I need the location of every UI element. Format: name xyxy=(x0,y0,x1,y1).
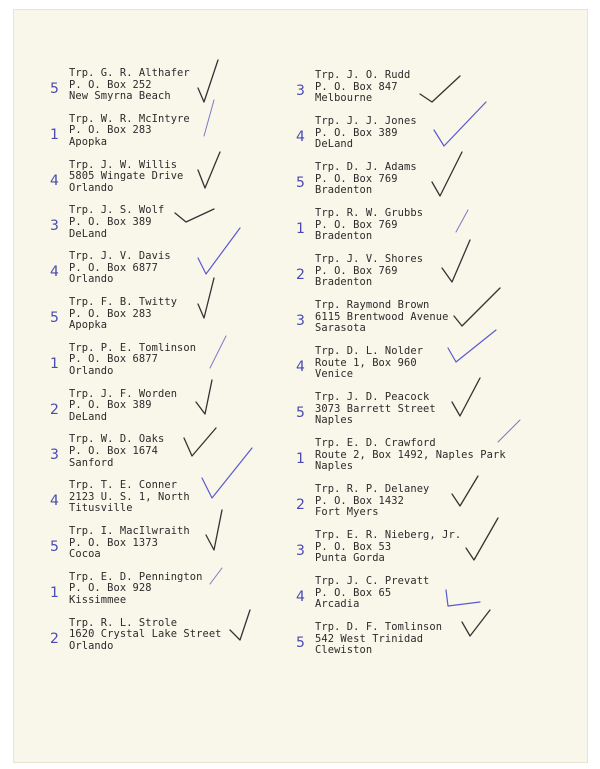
street-address: 6115 Brentwood Avenue xyxy=(315,310,449,323)
city: Orlando xyxy=(69,639,114,652)
trooper-name: Trp. W. R. McIntyre xyxy=(69,112,190,125)
trooper-name: Trp. J. V. Davis xyxy=(69,250,171,263)
address-entry xyxy=(315,484,429,519)
address-entry xyxy=(69,114,190,149)
trooper-name: Trp. D. L. Nolder xyxy=(315,345,424,357)
city: Bradenton xyxy=(315,230,373,243)
pencil-number-mark: 2 xyxy=(296,497,305,513)
street-address: Route 2, Box 1492, Naples Park xyxy=(315,448,506,461)
address-entry xyxy=(315,622,442,657)
pencil-number-mark: 1 xyxy=(296,221,305,237)
address-entry xyxy=(315,300,448,335)
street-address: 1620 Crystal Lake Street xyxy=(69,628,222,641)
street-address: P. O. Box 53 xyxy=(315,540,392,553)
city: Melbourne xyxy=(315,92,373,105)
pencil-number-mark: 1 xyxy=(50,126,59,143)
city: Venice xyxy=(315,368,354,381)
address-entry xyxy=(69,251,171,286)
trooper-name: Trp. E. R. Nieberg, Jr. xyxy=(315,529,462,541)
street-address: P. O. Box 252 xyxy=(69,78,152,91)
city: New Smyrna Beach xyxy=(69,90,171,103)
pencil-number-mark: 2 xyxy=(296,267,305,283)
pencil-number-mark: 3 xyxy=(50,218,59,235)
city: Sanford xyxy=(69,456,114,469)
address-entry xyxy=(315,208,423,243)
trooper-name: Trp. R. P. Delaney xyxy=(315,483,430,495)
city: Orlando xyxy=(69,181,114,194)
street-address: P. O. Box 283 xyxy=(69,124,152,137)
trooper-name: Trp. R. W. Grubbs xyxy=(315,207,424,219)
address-entry xyxy=(315,162,417,197)
city: Arcadia xyxy=(315,598,360,611)
city: Cocoa xyxy=(69,548,101,561)
city: DeLand xyxy=(69,410,108,423)
pencil-number-mark: 2 xyxy=(50,630,59,647)
address-entry xyxy=(315,530,461,565)
city: Bradenton xyxy=(315,184,373,197)
address-entry xyxy=(315,392,436,427)
street-address: P. O. Box 1432 xyxy=(315,494,404,507)
pencil-number-mark: 1 xyxy=(50,355,59,372)
pencil-number-mark: 5 xyxy=(296,175,305,191)
city: Kissimmee xyxy=(69,593,127,606)
address-entry xyxy=(69,297,177,332)
pencil-number-mark: 3 xyxy=(296,543,305,559)
street-address: P. O. Box 1373 xyxy=(69,536,158,549)
city: Apopka xyxy=(69,319,108,332)
trooper-name: Trp. J. V. Shores xyxy=(315,253,424,265)
trooper-name: Trp. I. MacIlwraith xyxy=(69,525,190,537)
pencil-number-mark: 4 xyxy=(50,264,59,281)
street-address: P. O. Box 928 xyxy=(69,582,152,595)
trooper-name: Trp. W. D. Oaks xyxy=(69,433,165,446)
city: Apopka xyxy=(69,135,108,148)
city: Titusville xyxy=(69,502,133,515)
trooper-name: Trp. F. B. Twitty xyxy=(69,296,178,308)
street-address: Route 1, Box 960 xyxy=(315,356,417,369)
city: DeLand xyxy=(315,138,354,151)
street-address: P. O. Box 283 xyxy=(69,307,152,320)
trooper-name: Trp. D. F. Tomlinson xyxy=(315,621,443,633)
trooper-name: Trp. P. E. Tomlinson xyxy=(69,341,197,354)
street-address: 5805 Wingate Drive xyxy=(69,170,184,183)
street-address: 3073 Barrett Street xyxy=(315,402,436,415)
pencil-number-mark: 1 xyxy=(50,584,59,601)
trooper-name: Trp. J. F. Worden xyxy=(69,387,178,400)
trooper-name: Trp. J. W. Willis xyxy=(69,158,178,171)
address-entry xyxy=(69,618,222,653)
street-address: P. O. Box 847 xyxy=(315,80,398,93)
address-entry xyxy=(69,526,190,561)
street-address: P. O. Box 65 xyxy=(315,586,392,599)
city: Bradenton xyxy=(315,276,373,289)
trooper-name: Trp. J. J. Jones xyxy=(315,115,417,127)
street-address: P. O. Box 769 xyxy=(315,172,398,185)
city: Clewiston xyxy=(315,644,373,657)
street-address: P. O. Box 389 xyxy=(69,215,152,228)
city: Punta Gorda xyxy=(315,552,385,565)
trooper-name: Trp. J. S. Wolf xyxy=(69,204,165,217)
address-entry xyxy=(69,160,183,195)
trooper-name: Trp. J. D. Peacock xyxy=(315,391,430,403)
address-entry xyxy=(315,576,429,611)
address-entry xyxy=(69,205,164,240)
trooper-name: Trp. D. J. Adams xyxy=(315,161,417,173)
city: DeLand xyxy=(69,227,108,240)
pencil-number-mark: 5 xyxy=(50,310,59,326)
pencil-number-mark: 3 xyxy=(50,447,59,464)
pencil-number-mark: 5 xyxy=(296,635,305,651)
address-entry xyxy=(315,116,417,151)
trooper-name: Trp. J. O. Rudd xyxy=(315,69,411,81)
trooper-name: Trp. G. R. Althafer xyxy=(69,67,190,79)
street-address: 2123 U. S. 1, North xyxy=(69,490,190,503)
trooper-name: Trp. E. D. Crawford xyxy=(315,437,436,449)
city: Naples xyxy=(315,414,354,427)
address-entry xyxy=(69,68,190,103)
address-entry xyxy=(69,389,177,424)
street-address: P. O. Box 769 xyxy=(315,264,398,277)
pencil-number-mark: 5 xyxy=(50,81,59,97)
city: Naples xyxy=(315,460,354,473)
address-entry xyxy=(315,254,423,289)
address-entry xyxy=(69,480,190,515)
city: Orlando xyxy=(69,364,114,377)
city: Orlando xyxy=(69,273,114,286)
pencil-number-mark: 2 xyxy=(50,401,59,418)
trooper-name: Trp. E. D. Pennington xyxy=(69,570,203,583)
pencil-number-mark: 4 xyxy=(296,359,305,375)
address-entry xyxy=(69,343,196,378)
city: Fort Myers xyxy=(315,506,379,519)
street-address: P. O. Box 389 xyxy=(69,399,152,412)
trooper-name: Trp. Raymond Brown xyxy=(315,299,430,311)
street-address: 542 West Trinidad xyxy=(315,632,424,645)
pencil-number-mark: 1 xyxy=(296,451,305,467)
pencil-number-mark: 5 xyxy=(296,405,305,421)
address-entry xyxy=(315,438,506,473)
pencil-number-mark: 4 xyxy=(296,589,305,605)
pencil-number-mark: 3 xyxy=(296,83,305,99)
pencil-number-mark: 5 xyxy=(50,539,59,555)
street-address: P. O. Box 6877 xyxy=(69,353,158,366)
address-entry xyxy=(69,434,164,469)
trooper-name: Trp. R. L. Strole xyxy=(69,616,178,629)
address-entry xyxy=(315,70,410,105)
pencil-number-mark: 4 xyxy=(296,129,305,145)
trooper-name: Trp. T. E. Conner xyxy=(69,479,178,492)
street-address: P. O. Box 1674 xyxy=(69,444,158,457)
address-entry xyxy=(69,572,202,607)
address-entry xyxy=(315,346,423,381)
city: Sarasota xyxy=(315,322,366,335)
street-address: P. O. Box 389 xyxy=(315,126,398,139)
pencil-number-mark: 3 xyxy=(296,313,305,329)
street-address: P. O. Box 6877 xyxy=(69,261,158,274)
pencil-number-mark: 4 xyxy=(50,172,59,189)
street-address: P. O. Box 769 xyxy=(315,218,398,231)
pencil-number-mark: 4 xyxy=(50,493,59,510)
trooper-name: Trp. J. C. Prevatt xyxy=(315,575,430,587)
